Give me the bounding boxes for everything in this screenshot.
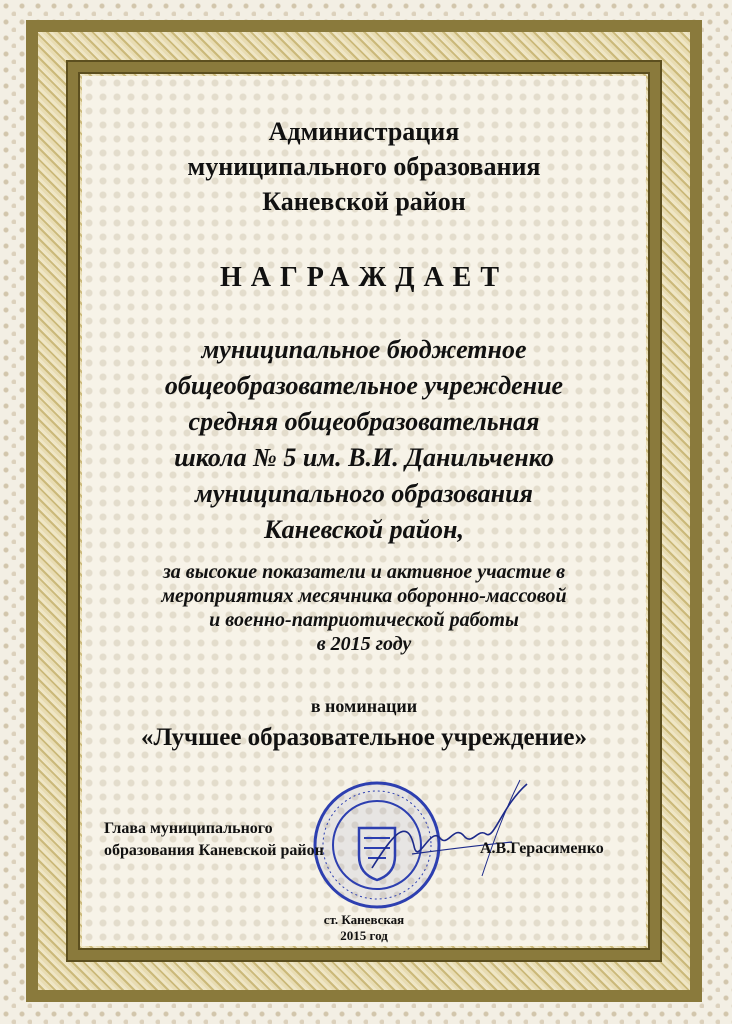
signatory-title-line-1: Глава муниципального — [104, 820, 273, 837]
place-name: ст. Каневская — [323, 912, 405, 927]
issuer-line-2: муниципального образования — [187, 152, 541, 181]
signatory-title — [104, 818, 324, 862]
issuer-line-1: Администрация — [268, 117, 460, 146]
recipient-line-1: муниципальное бюджетное — [201, 335, 527, 364]
handwritten-signature-icon — [352, 776, 532, 886]
certificate-body — [82, 76, 646, 946]
issuer-line-3: Каневской район — [262, 187, 466, 216]
reason-line-4: в 2015 году — [316, 633, 412, 655]
reason-line-2: мероприятиях месячника оборонно-массовой — [161, 585, 567, 607]
reason-line-1: за высокие показатели и активное участие в — [162, 561, 566, 583]
recipient-line-4: школа № 5 им. В.И. Данильченко — [174, 443, 554, 472]
reason-block — [72, 560, 656, 656]
nomination-title: «Лучшее образовательное учреждение» — [141, 724, 587, 751]
nomination-label: в номинации — [310, 696, 418, 716]
place-date — [82, 912, 646, 944]
award-word: НАГРАЖДАЕТ — [219, 262, 509, 293]
recipient-line-3: средняя общеобразовательная — [188, 407, 540, 436]
recipient-line-2: общеобразовательное учреждение — [164, 371, 564, 400]
signatory-title-line-2: образования Каневской район — [104, 842, 324, 859]
reason-line-3: и военно-патриотической работы — [209, 609, 519, 631]
recipient-block — [82, 332, 646, 548]
issuer-heading — [82, 114, 646, 219]
recipient-line-6: Каневской район, — [264, 515, 464, 544]
recipient-line-5: муниципального образования — [195, 479, 533, 508]
issue-year: 2015 год — [340, 928, 388, 943]
signatory-name: А.В.Герасименко — [480, 840, 604, 857]
